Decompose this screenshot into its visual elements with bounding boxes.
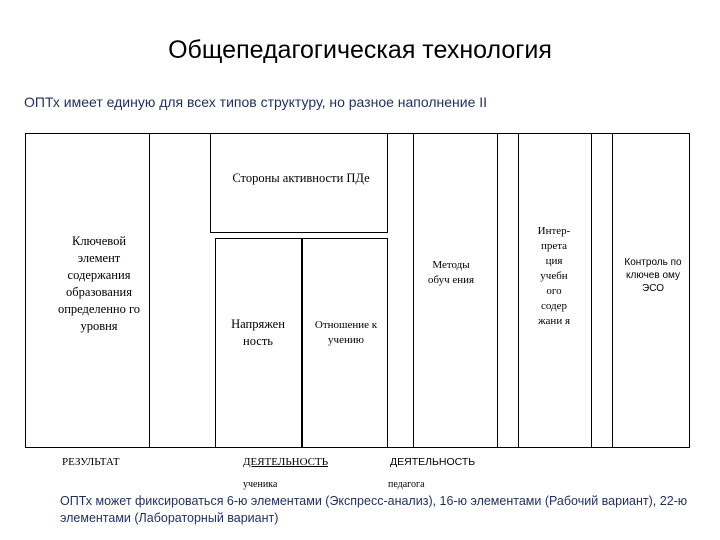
interpretation-text: Интер- прета ция учебн ого содер жани я: [537, 225, 571, 327]
methods-box: [413, 133, 498, 448]
result-label: РЕЗУЛЬТАТ: [62, 456, 120, 468]
methods-text: Методы обуч ения: [427, 259, 475, 286]
tension-text: Напряжен ность: [231, 317, 285, 348]
page-title: Общепедагогическая технология: [168, 36, 552, 64]
sides-of-activity-text: Стороны активности ПДе: [232, 171, 370, 185]
page-subtitle: ОПТх имеет единую для всех типов структуру, но разное наполнение II: [24, 94, 488, 110]
footer-note: ОПТх может фиксироваться 6-ю элементами (Экспресс-анализ), 16-ю элементами (Рабочий вариант), 22-ю элементами (Лабораторный вариант): [60, 494, 688, 525]
teacher-activity-label: ДЕЯТЕЛЬНОСТЬ: [390, 456, 476, 468]
student-activity-label: ДЕЯТЕЛЬНОСТЬ: [243, 456, 329, 468]
attitude-text: Отношение к учению: [314, 319, 378, 346]
key-element-text: Ключевой элемент содержания образования определенно го уровня: [57, 234, 141, 333]
student-activity-sub: ученика: [243, 479, 278, 490]
teacher-activity-sub: педагога: [388, 479, 425, 490]
control-text: Контроль по ключев ому ЭСО: [624, 257, 682, 294]
